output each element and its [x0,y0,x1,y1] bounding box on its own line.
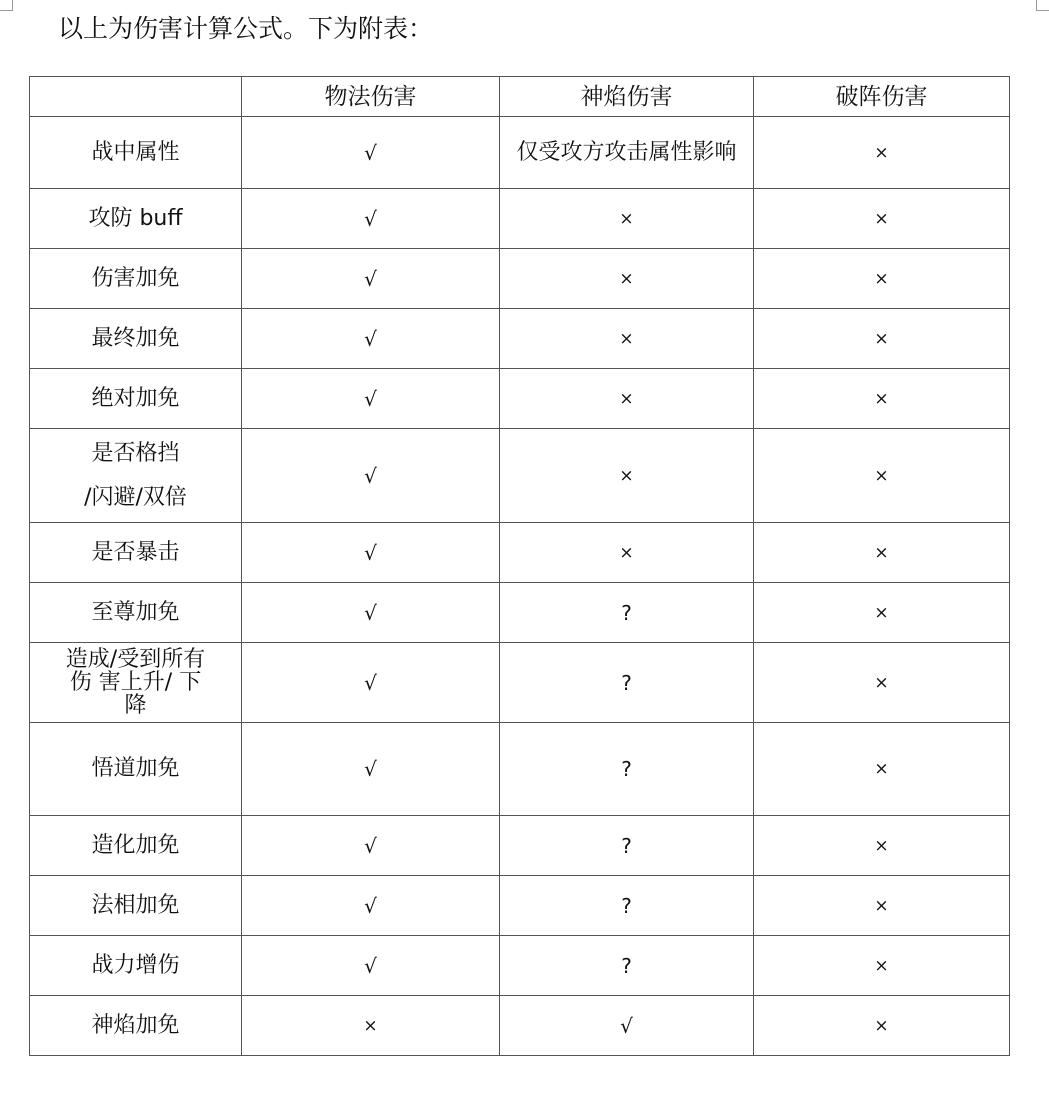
row-label: 悟道加免 [30,723,242,816]
cell-formation-break: × [754,309,1010,369]
row-label: 绝对加免 [30,369,242,429]
cell-divine-flame: ? [500,816,754,876]
row-label: 造化加免 [30,816,242,876]
cell-formation-break: × [754,816,1010,876]
table-header-row [30,77,1010,117]
cell-physical-magic: √ [242,643,500,723]
damage-reference-table [29,76,1010,1056]
cell-divine-flame: × [500,429,754,523]
cell-physical-magic: √ [242,249,500,309]
row-label [30,429,242,523]
cell-physical-magic: √ [242,583,500,643]
cell-formation-break: × [754,936,1010,996]
cell-physical-magic: √ [242,117,500,189]
intro-text: 以上为伤害计算公式。下为附表： [58,14,434,43]
cell-formation-break: × [754,189,1010,249]
table-row [30,936,1010,996]
cell-physical-magic: √ [242,523,500,583]
cell-formation-break: × [754,723,1010,816]
cell-divine-flame [500,117,754,189]
table-row [30,643,1010,723]
cell-physical-magic: √ [242,936,500,996]
cell-divine-flame: ? [500,583,754,643]
row-label-line: 造成/受到所有 [65,647,206,672]
row-label-line: /闪避/双倍 [84,484,187,510]
cell-divine-flame: √ [500,996,754,1056]
table-row [30,583,1010,643]
row-label: 至尊加免 [30,583,242,643]
table-row [30,816,1010,876]
table-row [30,189,1010,249]
cell-divine-flame: × [500,189,754,249]
cell-formation-break: × [754,369,1010,429]
page-corner-mark-left [0,0,13,11]
cell-physical-magic: √ [242,309,500,369]
row-label: 攻防 buff [30,189,242,249]
cell-divine-flame: × [500,249,754,309]
header-divine-flame-damage: 神焰伤害 [500,77,754,117]
cell-formation-break: × [754,996,1010,1056]
cell-physical-magic: √ [242,816,500,876]
cell-physical-magic: √ [242,429,500,523]
row-label-line: 伤 害上升/ 下 [69,670,202,695]
row-label-line: 降 [124,693,147,718]
cell-formation-break: × [754,117,1010,189]
cell-formation-break: × [754,249,1010,309]
table-row [30,249,1010,309]
cell-physical-magic: √ [242,723,500,816]
cell-divine-flame: ? [500,723,754,816]
row-label: 伤害加免 [30,249,242,309]
table-row [30,117,1010,189]
header-cell-empty [30,77,242,117]
cell-divine-flame: × [500,523,754,583]
row-label: 神焰加免 [30,996,242,1056]
row-label-line: 是否格挡 [91,440,180,466]
table-row [30,369,1010,429]
cell-physical-magic: √ [242,369,500,429]
cell-formation-break: × [754,876,1010,936]
cell-physical-magic: √ [242,876,500,936]
cell-divine-flame: ? [500,936,754,996]
cell-physical-magic: √ [242,189,500,249]
table-row [30,309,1010,369]
cell-divine-flame: × [500,369,754,429]
cell-divine-flame: × [500,309,754,369]
cell-formation-break: × [754,523,1010,583]
table-row [30,723,1010,816]
cell-formation-break: × [754,643,1010,723]
cell-formation-break: × [754,583,1010,643]
cell-formation-break: × [754,429,1010,523]
row-label: 是否暴击 [30,523,242,583]
cell-divine-flame: ? [500,876,754,936]
table-row [30,523,1010,583]
cell-physical-magic: × [242,996,500,1056]
table-row [30,876,1010,936]
row-label: 战中属性 [30,117,242,189]
table-row [30,429,1010,523]
row-label [30,643,242,723]
table-row [30,996,1010,1056]
header-physical-magic-damage: 物法伤害 [242,77,500,117]
header-formation-break-damage: 破阵伤害 [754,77,1010,117]
page-corner-mark-right [1036,0,1049,11]
row-label: 战力增伤 [30,936,242,996]
cell-divine-flame-note: 仅受攻方攻击属性影响 [516,139,737,165]
row-label: 法相加免 [30,876,242,936]
row-label: 最终加免 [30,309,242,369]
cell-divine-flame: ? [500,643,754,723]
